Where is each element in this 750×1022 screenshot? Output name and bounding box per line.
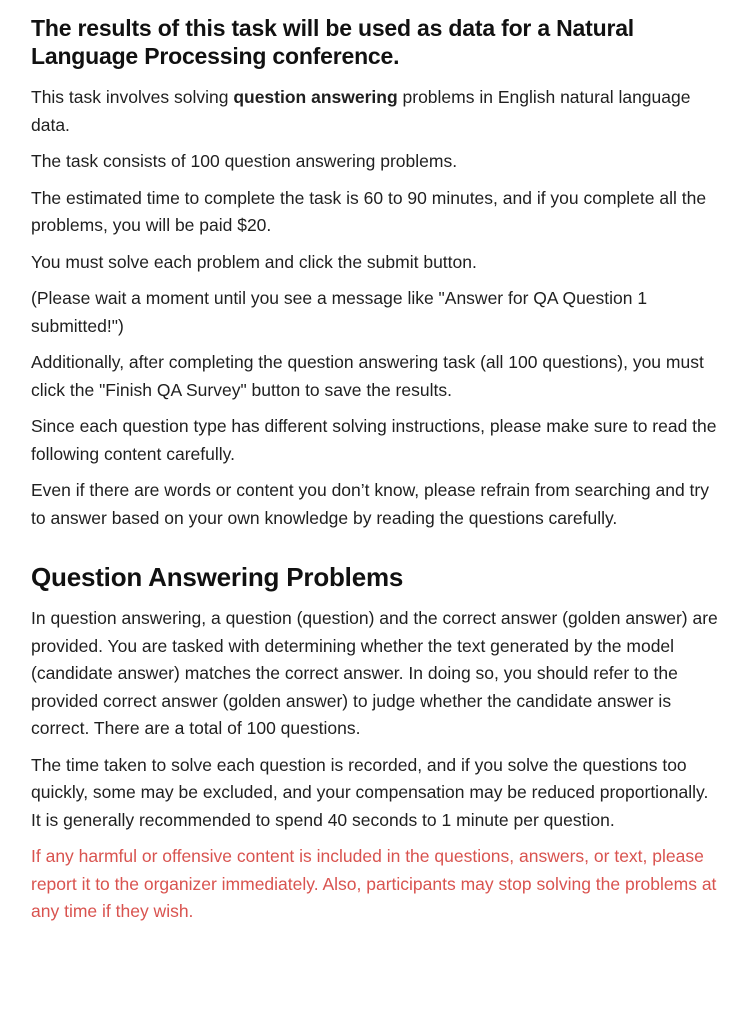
intro-paragraph-wait: (Please wait a moment until you see a message like "Answer for QA Question 1 submitted!")	[31, 288, 648, 336]
intro-paragraph-finish: Additionally, after completing the question answering task (all 100 questions), you must click the "Finish QA Survey" button to save the results.	[31, 352, 704, 400]
qa-paragraph-timing: The time taken to solve each question is recorded, and if you solve the questions too quickly, some may be excluded, and your compensation may be reduced proportionally. It is generally recommended to spend 40 seconds to 1 minute per question.	[31, 754, 709, 830]
intro-task-type-prefix: This task involves solving	[31, 87, 234, 107]
intro-paragraph-submit: You must solve each problem and click the submit button.	[31, 251, 477, 272]
intro-paragraph-count: The task consists of 100 question answering problems.	[31, 151, 458, 171]
qa-warning-notice: If any harmful or offensive content is included in the questions, answers, or text, please report it to the organizer immediately. Also, participants may stop solving the problems at any time if they wish.	[31, 846, 717, 921]
intro-task-type-suffix: problems in English natural language data.	[31, 87, 691, 135]
section-spacer	[31, 541, 718, 561]
intro-paragraph-task-type	[31, 84, 718, 139]
intro-paragraph-time-pay: The estimated time to complete the task is 60 to 90 minutes, and if you complete all the problems, you will be paid $20.	[31, 187, 707, 235]
intro-heading: The results of this task will be used as data for a Natural Language Processing conference.	[31, 15, 634, 69]
qa-section-heading: Question Answering Problems	[31, 562, 404, 592]
qa-paragraph-description: In question answering, a question (question) and the correct answer (golden answer) are provided. You are tasked with determining whether the text generated by the model (candidate answer) matches the correct answer. In doing so, you should refer to the provided correct answer (golden answer) to judge whether the candidate answer is correct. There are a total of 100 questions.	[31, 608, 718, 738]
intro-paragraph-no-search: Even if there are words or content you don’t know, please refrain from searching and try to answer based on your own knowledge by reading the questions carefully.	[31, 480, 709, 528]
intro-task-type-bold: question answering	[233, 87, 398, 107]
intro-paragraph-read-carefully: Since each question type has different solving instructions, please make sure to read the following content carefully.	[31, 416, 717, 464]
